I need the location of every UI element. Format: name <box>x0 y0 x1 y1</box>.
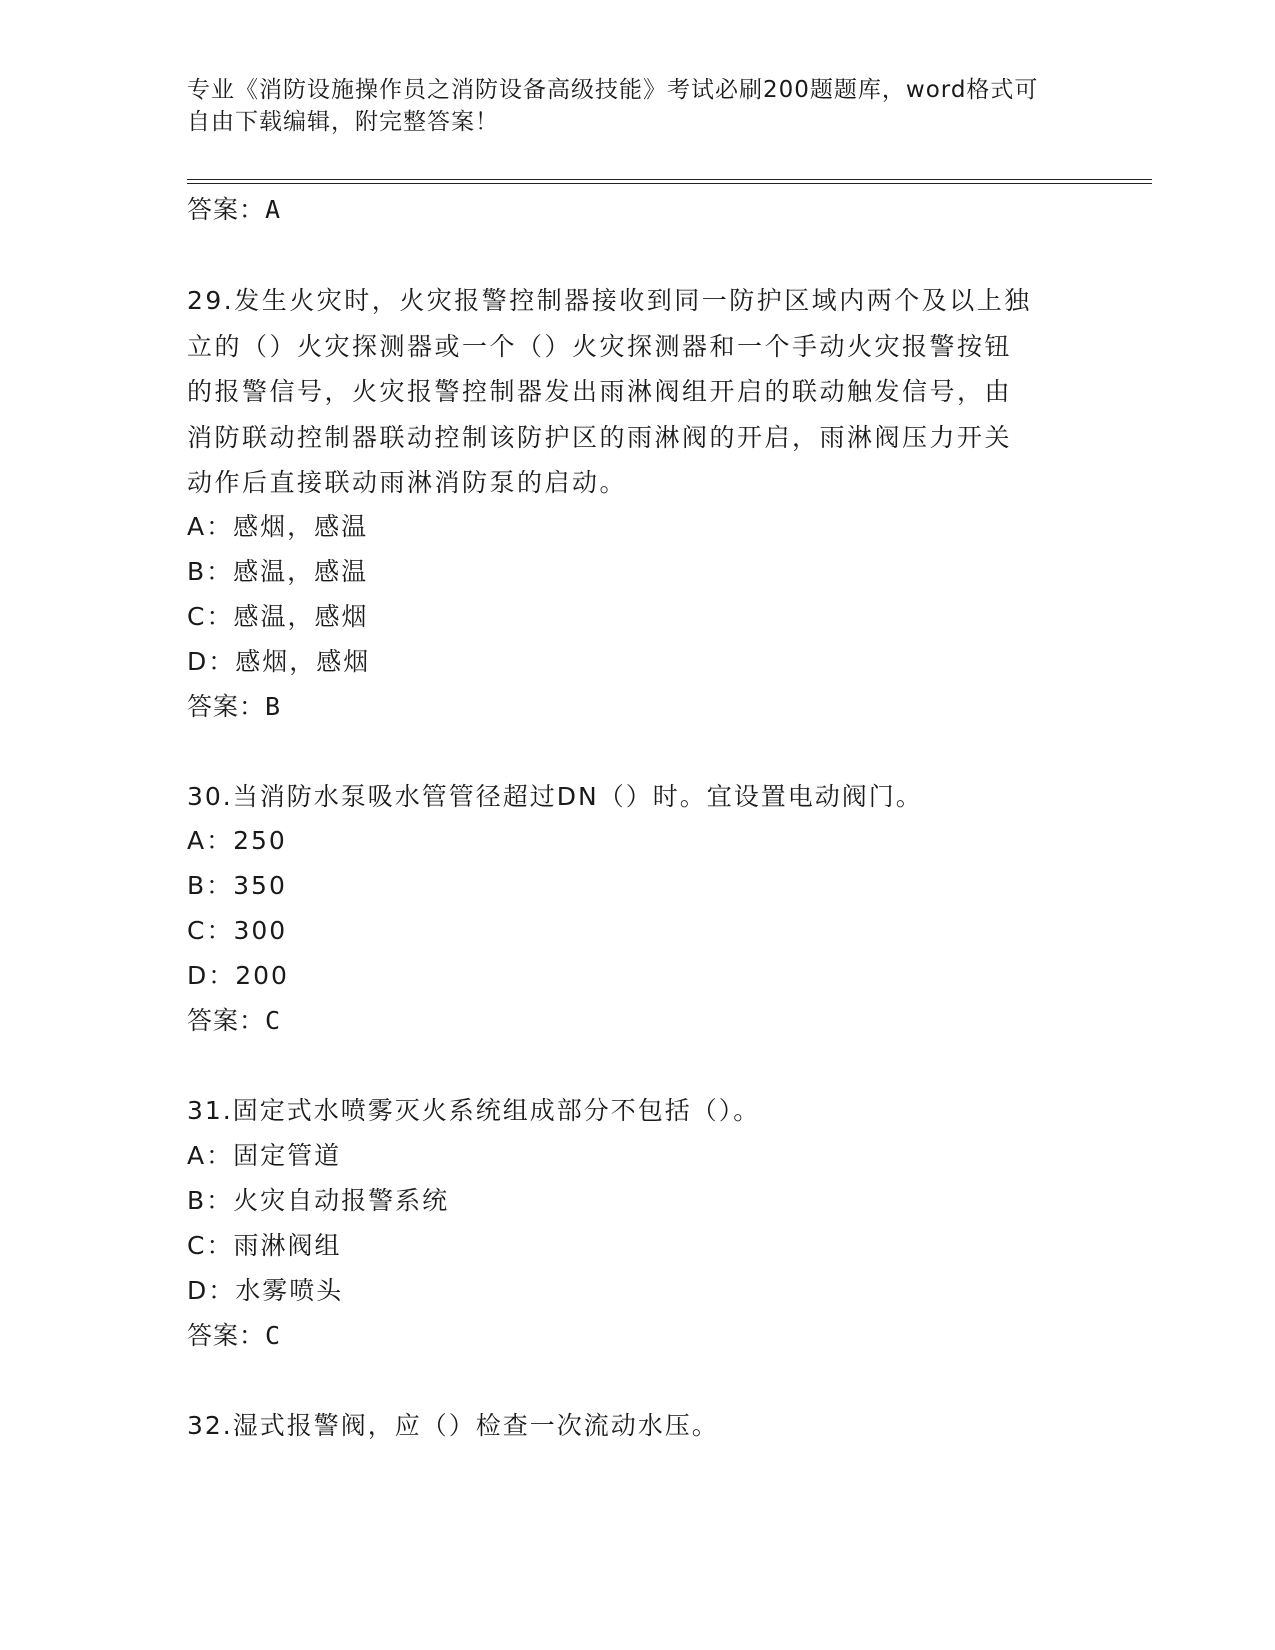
question-31-option-b: B：火灾自动报警系统 <box>187 1186 450 1215</box>
question-30-option-b: B：350 <box>187 871 287 900</box>
question-29-option-d: D：感烟，感烟 <box>187 647 371 676</box>
question-29-option-b: B：感温，感温 <box>187 557 369 586</box>
question-29-line-3: 的报警信号，火灾报警控制器发出雨淋阀组开启的联动触发信号，由 <box>187 377 1013 406</box>
header-line-2: 自由下载编辑，附完整答案！ <box>187 109 499 135</box>
header-line-1: 专业《消防设施操作员之消防设备高级技能》考试必刷200题题库，word格式可 <box>187 77 1039 103</box>
question-29-option-c: C：感温，感烟 <box>187 602 369 631</box>
question-29-line-4: 消防联动控制器联动控制该防护区的雨淋阀的开启，雨淋阀压力开关 <box>187 422 1013 452</box>
answer-31: 答案：C <box>187 1321 282 1350</box>
question-31-option-a: A：固定管道 <box>187 1141 342 1170</box>
question-29-line-2: 立的（）火灾探测器或一个（）火灾探测器和一个手动火灾报警按钮 <box>187 331 1013 361</box>
question-31-option-d: D：水雾喷头 <box>187 1276 344 1305</box>
question-32: 32.湿式报警阀，应（）检查一次流动水压。 <box>187 1411 719 1440</box>
question-31-option-c: C：雨淋阀组 <box>187 1231 342 1260</box>
header-divider-top <box>187 179 1152 180</box>
question-30: 30.当消防水泵吸水管管径超过DN（）时。宜设置电动阀门。 <box>187 782 923 811</box>
answer-28: 答案：A <box>187 195 282 224</box>
question-31: 31.固定式水喷雾灭火系统组成部分不包括（）。 <box>187 1096 761 1125</box>
question-30-option-a: A：250 <box>187 826 287 855</box>
question-30-option-d: D：200 <box>187 961 289 990</box>
question-29 <box>187 278 1087 506</box>
document-header <box>187 74 1087 138</box>
question-29-option-a: A：感烟，感温 <box>187 512 369 541</box>
question-30-option-c: C：300 <box>187 916 288 945</box>
header-divider-bottom <box>187 183 1152 184</box>
answer-29: 答案：B <box>187 692 282 721</box>
question-29-line-1: 29.发生火灾时，火灾报警控制器接收到同一防护区域内两个及以上独 <box>187 286 1032 315</box>
answer-30: 答案：C <box>187 1006 282 1035</box>
question-29-line-5: 动作后直接联动雨淋消防泵的启动。 <box>187 468 628 497</box>
